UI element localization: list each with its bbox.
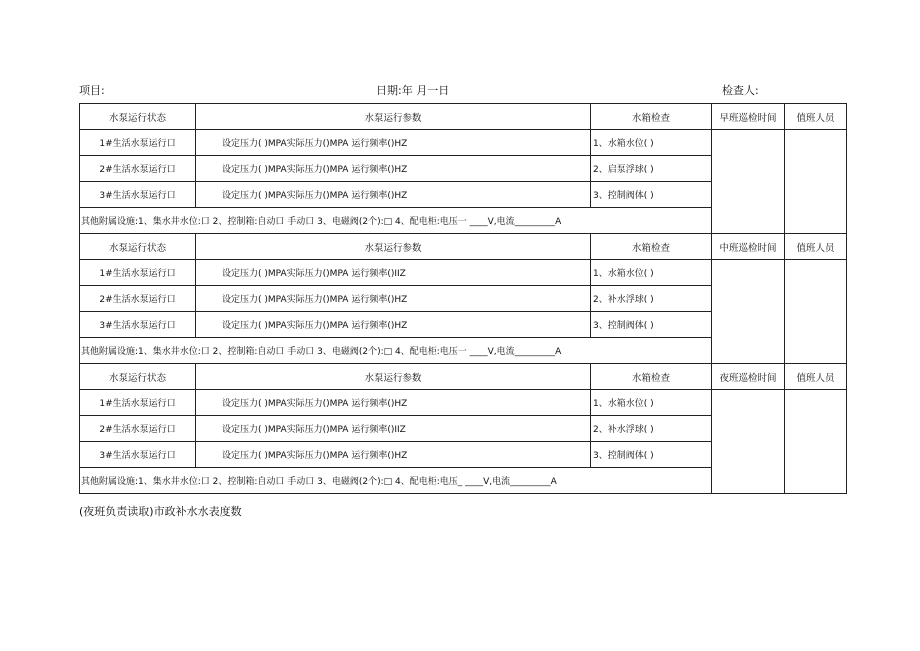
tank-check-cell: 2、补水浮球( ) [591, 286, 712, 312]
pump-status-cell: 2#生活水泵运行口 [80, 416, 196, 442]
pump-row [80, 130, 847, 156]
footer-note: (夜班负责读取)市政补水水表度数 [79, 505, 242, 518]
col-pump-status: 水泵运行状态 [80, 364, 196, 390]
tank-check-cell: 1、水箱水位( ) [591, 390, 712, 416]
pump-params-cell: 设定压力( )MPA实际压力()MPA 运行频率()HZ [196, 312, 591, 338]
pump-row [80, 390, 847, 416]
other-facilities-cell: 其他附属设施:1、集水井水位:口 2、控制箱:自动口 手动口 3、电磁阀(2个):□ 4、配电柜:电压_ ____V,电流_________A [80, 468, 712, 494]
tank-check-cell: 3、控制阀体( ) [591, 182, 712, 208]
tank-check-cell: 2、启泵浮球( ) [591, 156, 712, 182]
staff-field[interactable] [785, 390, 847, 494]
col-pump-status: 水泵运行状态 [80, 234, 196, 260]
pump-params-cell: 设定压力( )MPA实际压力()MPA 运行频率()HZ [196, 156, 591, 182]
col-pump-status: 水泵运行状态 [80, 104, 196, 130]
col-pump-params: 水泵运行参数 [196, 104, 591, 130]
patrol-time-field[interactable] [712, 130, 785, 234]
pump-status-cell: 3#生活水泵运行口 [80, 442, 196, 468]
shift-header-row [80, 364, 847, 390]
pump-status-cell: 2#生活水泵运行口 [80, 156, 196, 182]
other-facilities-cell: 其他附属设施:1、集水井水位:口 2、控制箱:自动口 手动口 3、电磁阀(2个):□ 4、配电柜:电压一 ____V,电流_________A [80, 208, 712, 234]
staff-field[interactable] [785, 130, 847, 234]
pump-params-cell: 设定压力( )MPA实际压力()MPA 运行频率()HZ [196, 390, 591, 416]
patrol-time-field[interactable] [712, 260, 785, 364]
pump-status-cell: 1#生活水泵运行口 [80, 390, 196, 416]
pump-params-cell: 设定压力( )MPA实际压力()MPA 运行频率()HZ [196, 442, 591, 468]
tank-check-cell: 3、控制阀体( ) [591, 312, 712, 338]
pump-params-cell: 设定压力( )MPA实际压力()MPA 运行频率()HZ [196, 286, 591, 312]
pump-row [80, 260, 847, 286]
pump-params-cell: 设定压力( )MPA实际压力()MPA 运行频率()HZ [196, 130, 591, 156]
other-facilities-cell: 其他附属设施:1、集水井水位:口 2、控制箱:自动口 手动口 3、电磁阀(2个):□ 4、配电柜:电压一 ____V,电流_________A [80, 338, 712, 364]
shift-header-row [80, 234, 847, 260]
pump-params-cell: 设定压力( )MPA实际压力()MPA 运行频率()HZ [196, 182, 591, 208]
date-label: 日期:年 月一日 [376, 84, 450, 97]
project-label: 项目: [79, 84, 105, 97]
col-tank-check: 水箱检查 [591, 364, 712, 390]
patrol-time-field[interactable] [712, 390, 785, 494]
col-tank-check: 水箱检查 [591, 104, 712, 130]
col-patrol-time: 早班巡检时间 [712, 104, 785, 130]
tank-check-cell: 2、补水浮球( ) [591, 416, 712, 442]
inspection-table [79, 103, 847, 494]
pump-status-cell: 3#生活水泵运行口 [80, 182, 196, 208]
tank-check-cell: 1、水箱水位( ) [591, 130, 712, 156]
col-pump-params: 水泵运行参数 [196, 234, 591, 260]
tank-check-cell: 1、水箱水位( ) [591, 260, 712, 286]
col-patrol-time: 中班巡检时间 [712, 234, 785, 260]
col-tank-check: 水箱检查 [591, 234, 712, 260]
inspector-label: 检查人: [722, 84, 759, 97]
pump-status-cell: 3#生活水泵运行口 [80, 312, 196, 338]
pump-status-cell: 2#生活水泵运行口 [80, 286, 196, 312]
tank-check-cell: 3、控制阀体( ) [591, 442, 712, 468]
pump-params-cell: 设定压力( )MPA实际压力()MPA 运行频率()IIZ [196, 260, 591, 286]
col-staff: 值班人员 [785, 234, 847, 260]
staff-field[interactable] [785, 260, 847, 364]
col-staff: 值班人员 [785, 104, 847, 130]
col-pump-params: 水泵运行参数 [196, 364, 591, 390]
pump-status-cell: 1#生活水泵运行口 [80, 260, 196, 286]
pump-params-cell: 设定压力( )MPA实际压力()MPA 运行频率()IIZ [196, 416, 591, 442]
col-staff: 值班人员 [785, 364, 847, 390]
col-patrol-time: 夜班巡检时间 [712, 364, 785, 390]
pump-status-cell: 1#生活水泵运行口 [80, 130, 196, 156]
shift-header-row [80, 104, 847, 130]
